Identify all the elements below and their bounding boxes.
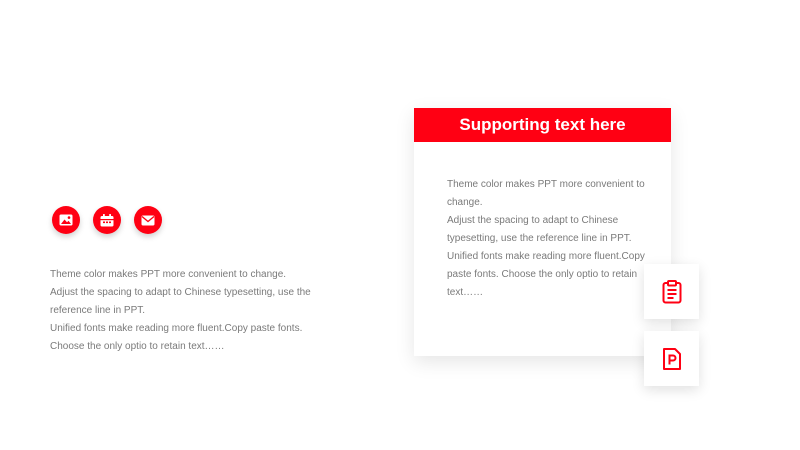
ppt-file-icon xyxy=(662,347,682,371)
card-body-text xyxy=(447,176,645,302)
image-icon[interactable] xyxy=(52,206,80,234)
card-text-line: Theme color makes PPT more convenient to change. xyxy=(447,179,645,208)
clipboard-icon xyxy=(662,280,682,304)
card-title: Supporting text here xyxy=(414,108,671,142)
card-text-line: Adjust the spacing to adapt to Chinese typesetting, use the reference line in PPT. xyxy=(447,215,632,244)
supporting-card xyxy=(414,108,671,356)
left-text-line: Unified fonts make reading more fluent.Copy paste fonts. Choose the only optio to retain text…… xyxy=(50,323,303,352)
clipboard-button[interactable] xyxy=(644,264,699,319)
card-text-line: Unified fonts make reading more fluent.Copy paste fonts. Choose the only optio to retain text…… xyxy=(447,251,645,298)
left-text-line: Theme color makes PPT more convenient to change. xyxy=(50,269,287,280)
icon-row xyxy=(52,206,162,234)
calendar-icon[interactable] xyxy=(93,206,121,234)
ppt-file-button[interactable] xyxy=(644,331,699,386)
left-text-line: Adjust the spacing to adapt to Chinese typesetting, use the reference line in PPT. xyxy=(50,287,311,316)
mail-icon[interactable] xyxy=(134,206,162,234)
left-body-text xyxy=(50,266,325,356)
